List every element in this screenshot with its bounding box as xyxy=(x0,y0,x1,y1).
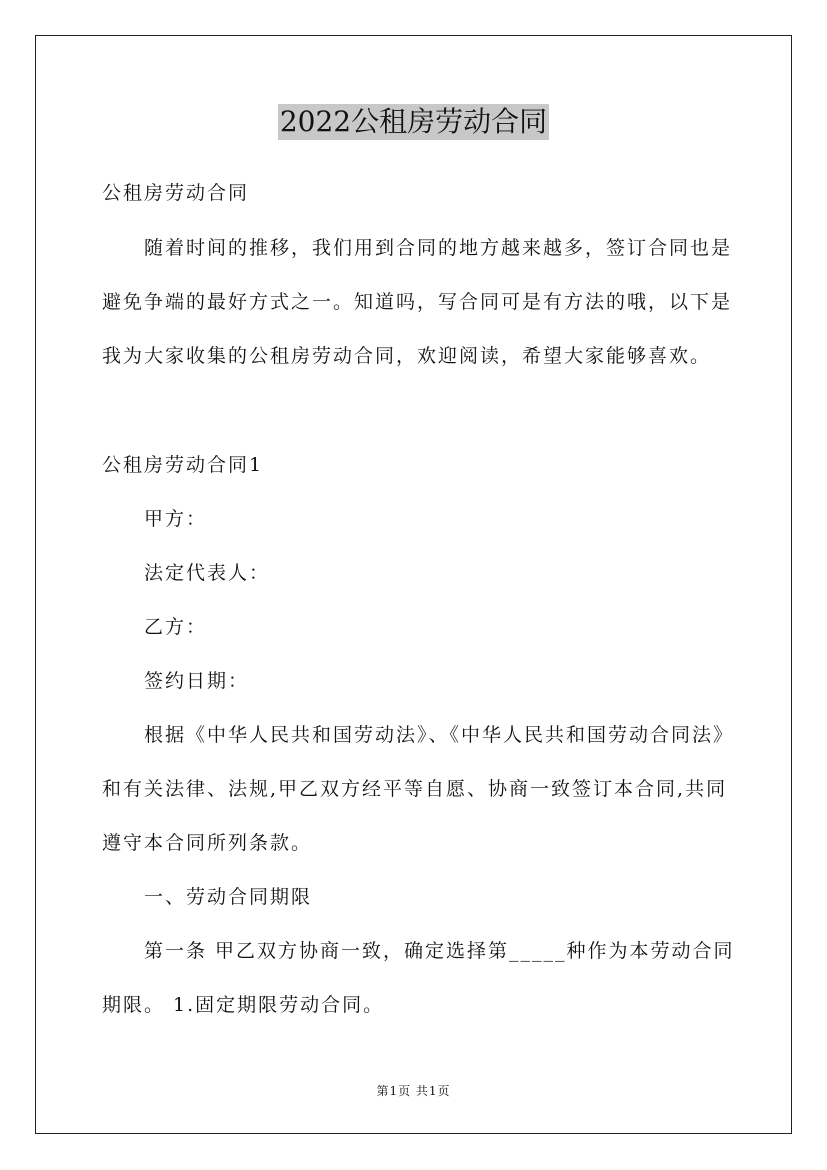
party-a-field: 甲方： xyxy=(144,508,208,530)
intro-line: 避免争端的最好方式之一。知道吗，写合同可是有方法的哦，以下是 xyxy=(102,291,733,313)
basis-line: 和有关法律、法规,甲乙双方经平等自愿、协商一致签订本合同,共同 xyxy=(102,778,728,800)
title-wrap xyxy=(0,104,827,140)
legal-rep-field: 法定代表人： xyxy=(144,562,271,584)
clause-heading: 一、劳动合同期限 xyxy=(144,886,313,908)
basis-line: 根据《中华人民共和国劳动法》、《中华人民共和国劳动合同法》 xyxy=(144,724,735,746)
document-title: 2022公租房劳动合同 xyxy=(279,105,548,138)
intro-line: 随着时间的推移，我们用到合同的地方越来越多，签订合同也是 xyxy=(144,237,733,259)
basis-line: 遵守本合同所列条款。 xyxy=(102,832,313,854)
clause-line: 第一条 甲乙双方协商一致，确定选择第_____种作为本劳动合同 xyxy=(144,940,735,962)
document-heading: 公租房劳动合同 xyxy=(102,182,250,204)
clause-line: 期限。 1.固定期限劳动合同。 xyxy=(102,994,385,1016)
intro-line: 我为大家收集的公租房劳动合同，欢迎阅读，希望大家能够喜欢。 xyxy=(102,345,712,367)
page-footer: 第1页 共1页 xyxy=(376,1084,451,1098)
party-b-field: 乙方： xyxy=(144,616,208,638)
section-heading: 公租房劳动合同1 xyxy=(102,454,264,476)
sign-date-field: 签约日期： xyxy=(144,670,250,692)
